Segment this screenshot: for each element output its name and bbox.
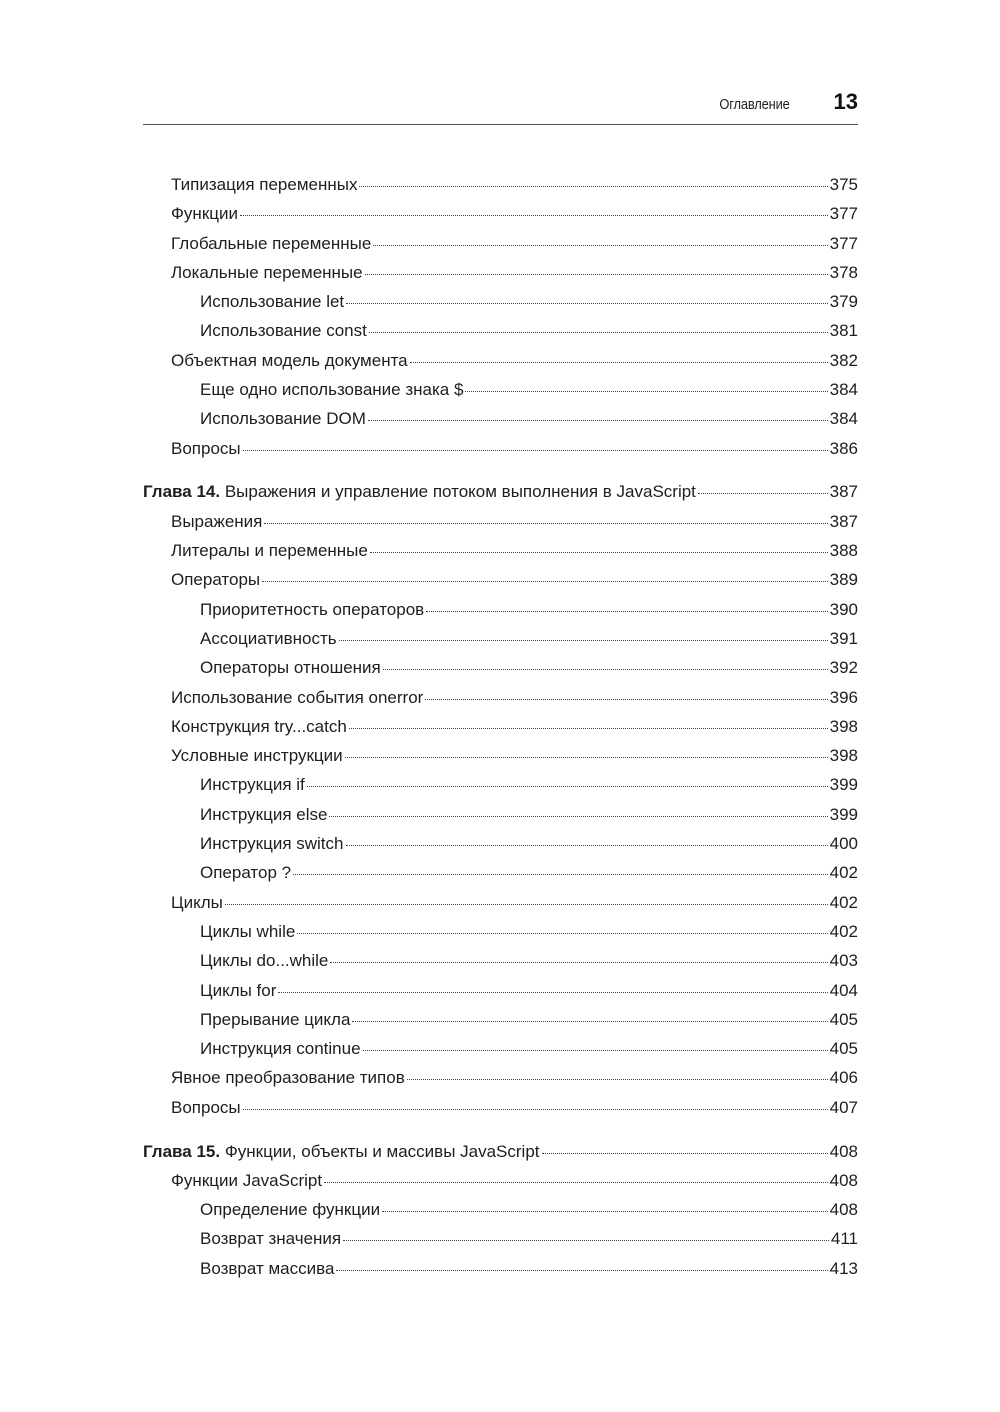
toc-entry-title (200, 1195, 380, 1224)
toc-page-number: 408 (829, 1141, 858, 1161)
toc-entry (143, 1034, 858, 1063)
toc-entry-title (200, 829, 344, 858)
toc-entry-text: Инструкция continue (200, 1039, 361, 1059)
toc-entry-text: Типизация переменных (171, 175, 358, 194)
toc-page-number: 377 (829, 233, 858, 253)
toc-entry (143, 565, 858, 594)
toc-entry-title (171, 507, 262, 536)
toc-entry (143, 595, 858, 624)
toc-entry-text: Явное преобразование типов (171, 1068, 405, 1088)
toc-entry-title (143, 1137, 540, 1166)
toc-entry (143, 375, 858, 404)
toc-entry-text: Использование DOM (200, 409, 366, 429)
toc-entry-text: Функции (171, 204, 238, 224)
chapter-number: Глава 14. (143, 482, 221, 502)
toc-page-number: 379 (829, 292, 858, 312)
toc-entry (143, 1063, 858, 1092)
toc-entry-title (143, 477, 696, 506)
dot-leader (346, 844, 828, 846)
toc-page-number: 404 (829, 980, 858, 1000)
toc-entry-title (171, 741, 343, 770)
toc-page-number: 390 (829, 599, 858, 619)
toc-page-number: 384 (829, 409, 858, 429)
toc-entry (143, 229, 858, 258)
toc-entry-text: Приоритетность операторов (200, 599, 425, 619)
toc-entry-title (200, 287, 344, 316)
toc-section (143, 477, 858, 1122)
toc-page-number: 402 (829, 892, 858, 912)
dot-leader (330, 961, 827, 963)
toc-entry (143, 404, 858, 433)
toc-page-number: 408 (829, 1170, 858, 1190)
toc-entry-title (171, 434, 241, 463)
toc-page-number: 403 (829, 951, 858, 971)
toc-entry (143, 653, 858, 682)
dot-leader (352, 1020, 827, 1022)
toc-section (143, 170, 858, 463)
toc-entry (143, 507, 858, 536)
toc-entry (143, 1224, 858, 1253)
toc-entry (143, 1254, 858, 1283)
toc-entry (143, 858, 858, 887)
toc-entry (143, 624, 858, 653)
toc-entry (143, 536, 858, 565)
toc-entry-text: Выражения и управление потоком выполнения в JavaScript (224, 482, 696, 502)
toc-page-number: 381 (829, 321, 858, 341)
toc-chapter-entry (143, 477, 858, 506)
toc-page-number: 402 (829, 863, 858, 883)
toc-entry-title (171, 1063, 405, 1092)
toc-entry-text: Объектная модель документа (171, 350, 408, 370)
toc-entry-title (200, 946, 328, 975)
dot-leader (426, 610, 827, 612)
toc-chapter-entry (143, 1137, 858, 1166)
toc-entry-title (171, 712, 347, 741)
toc-entry-text: Оператор ? (200, 863, 292, 883)
toc-entry-text: Условные инструкции (171, 746, 343, 766)
toc-page-number: 405 (829, 1009, 858, 1029)
toc-entry-text: Литералы и переменные (171, 541, 368, 561)
toc-entry-title (200, 404, 366, 433)
dot-leader (343, 1239, 829, 1241)
toc-page-number: 398 (829, 746, 858, 766)
dot-leader (264, 522, 827, 524)
toc-entry-title (171, 1093, 241, 1122)
dot-leader (346, 302, 827, 304)
toc-entry-title (171, 346, 408, 375)
toc-page-number: 392 (829, 658, 858, 678)
dot-leader (465, 390, 827, 392)
toc-page-number: 375 (829, 175, 858, 194)
toc-entry-title (200, 917, 295, 946)
toc-entry (143, 946, 858, 975)
toc-entry (143, 1005, 858, 1034)
toc-page-number: 391 (829, 628, 858, 648)
toc-entry-title (200, 800, 327, 829)
toc-page-number: 400 (829, 834, 858, 854)
toc-page-number: 399 (829, 775, 858, 795)
toc-page-number: 384 (829, 380, 858, 400)
toc-entry-title (171, 888, 223, 917)
toc-entry-text: Выражения (171, 511, 263, 531)
toc-entry-text: Функции JavaScript (171, 1170, 323, 1190)
toc-entry-text: Глобальные переменные (171, 233, 372, 253)
dot-leader (243, 1108, 828, 1110)
toc-page-number: 388 (829, 541, 858, 561)
table-of-contents (143, 170, 858, 1283)
dot-leader (345, 756, 828, 758)
toc-page-number: 407 (829, 1097, 858, 1117)
dot-leader (370, 551, 828, 553)
toc-entry (143, 829, 858, 858)
page-number: 13 (833, 89, 858, 114)
toc-entry-title (200, 316, 367, 345)
dot-leader (278, 991, 827, 993)
running-header (143, 88, 858, 125)
toc-entry-text: Инструкция if (200, 775, 305, 795)
toc-entry-text: Операторы (171, 570, 261, 590)
toc-entry (143, 976, 858, 1005)
toc-page-number: 389 (829, 570, 858, 590)
toc-entry-title (200, 858, 291, 887)
dot-leader (329, 815, 827, 817)
toc-entry (143, 800, 858, 829)
toc-entry-text: Локальные переменные (171, 262, 363, 282)
dot-leader (382, 1210, 828, 1212)
toc-entry-text: Циклы do...while (200, 951, 329, 971)
dot-leader (243, 449, 828, 451)
toc-page-number: 411 (830, 1229, 858, 1249)
dot-leader (410, 361, 828, 363)
toc-entry (143, 287, 858, 316)
toc-entry-text: Операторы отношения (200, 658, 381, 678)
dot-leader (307, 785, 828, 787)
toc-entry (143, 917, 858, 946)
toc-page-number: 399 (829, 804, 858, 824)
dot-leader (336, 1269, 827, 1271)
toc-page-number: 405 (829, 1039, 858, 1059)
toc-entry (143, 770, 858, 799)
toc-entry-title (200, 653, 381, 682)
toc-entry-title (171, 536, 368, 565)
toc-entry-text: Функции, объекты и массивы JavaScript (224, 1141, 540, 1161)
toc-page-number: 387 (829, 511, 858, 531)
toc-entry-text: Еще одно использование знака $ (200, 380, 464, 400)
toc-entry (143, 316, 858, 345)
toc-entry-title (200, 1224, 341, 1253)
toc-entry (143, 434, 858, 463)
toc-page-number: 386 (829, 438, 858, 458)
toc-page-number: 406 (829, 1068, 858, 1088)
dot-leader (349, 727, 828, 729)
toc-entry (143, 1166, 858, 1195)
toc-page-number: 396 (829, 687, 858, 707)
toc-entry-title (200, 595, 424, 624)
toc-page-number: 378 (829, 262, 858, 282)
toc-entry (143, 1093, 858, 1122)
chapter-number: Глава 15. (143, 1141, 221, 1161)
toc-entry-title (171, 170, 357, 199)
dot-leader (225, 903, 828, 905)
dot-leader (383, 668, 828, 670)
toc-entry-text: Ассоциативность (200, 628, 337, 648)
toc-entry-title (200, 770, 305, 799)
dot-leader (368, 419, 828, 421)
dot-leader (369, 331, 828, 333)
toc-entry-title (171, 565, 260, 594)
toc-entry-title (200, 1005, 350, 1034)
toc-page-number: 382 (829, 350, 858, 370)
dot-leader (324, 1181, 828, 1183)
toc-entry-title (171, 258, 363, 287)
toc-entry-text: Прерывание цикла (200, 1009, 351, 1029)
toc-entry-title (200, 375, 463, 404)
toc-entry-title (200, 976, 276, 1005)
toc-page-number: 398 (829, 716, 858, 736)
toc-entry-title (171, 1166, 322, 1195)
toc-section (143, 1137, 858, 1283)
toc-entry-text: Вопросы (171, 1097, 241, 1117)
dot-leader (359, 185, 827, 187)
toc-entry-text: Вопросы (171, 438, 241, 458)
toc-entry (143, 888, 858, 917)
dot-leader (240, 214, 828, 216)
toc-page-number: 413 (829, 1258, 858, 1278)
toc-entry-title (171, 683, 423, 712)
toc-entry-title (171, 229, 371, 258)
toc-page-number: 377 (829, 204, 858, 224)
toc-entry-text: Инструкция else (200, 804, 328, 824)
toc-entry-title (200, 1034, 361, 1063)
toc-entry-text: Циклы for (200, 980, 277, 1000)
toc-entry-title (171, 199, 238, 228)
toc-entry-title (200, 624, 337, 653)
dot-leader (698, 492, 828, 494)
toc-entry-text: Конструкция try...catch (171, 716, 347, 736)
dot-leader (407, 1078, 828, 1080)
dot-leader (365, 273, 828, 275)
toc-entry-text: Использование const (200, 321, 367, 341)
toc-entry (143, 712, 858, 741)
running-header-title: Оглавление (719, 96, 790, 113)
toc-entry (143, 258, 858, 287)
toc-page-number: 402 (829, 921, 858, 941)
dot-leader (297, 932, 827, 934)
toc-entry (143, 741, 858, 770)
toc-entry (143, 683, 858, 712)
dot-leader (542, 1152, 828, 1154)
toc-entry-text: Циклы (171, 892, 223, 912)
dot-leader (363, 1049, 828, 1051)
toc-page-number: 387 (829, 482, 858, 502)
toc-entry-text: Возврат массива (200, 1258, 335, 1278)
toc-entry-text: Возврат значения (200, 1229, 342, 1249)
toc-entry (143, 1195, 858, 1224)
dot-leader (373, 244, 827, 246)
toc-entry (143, 170, 858, 199)
toc-entry-text: Использование события onerror (171, 687, 424, 707)
dot-leader (425, 698, 827, 700)
dot-leader (262, 580, 827, 582)
dot-leader (339, 639, 828, 641)
toc-entry (143, 199, 858, 228)
toc-entry-text: Определение функции (200, 1200, 381, 1220)
toc-page-number: 408 (829, 1200, 858, 1220)
toc-entry-text: Циклы while (200, 921, 296, 941)
toc-entry-text: Использование let (200, 292, 345, 312)
toc-entry-title (200, 1254, 334, 1283)
toc-entry-text: Инструкция switch (200, 834, 344, 854)
toc-entry (143, 346, 858, 375)
dot-leader (293, 873, 828, 875)
